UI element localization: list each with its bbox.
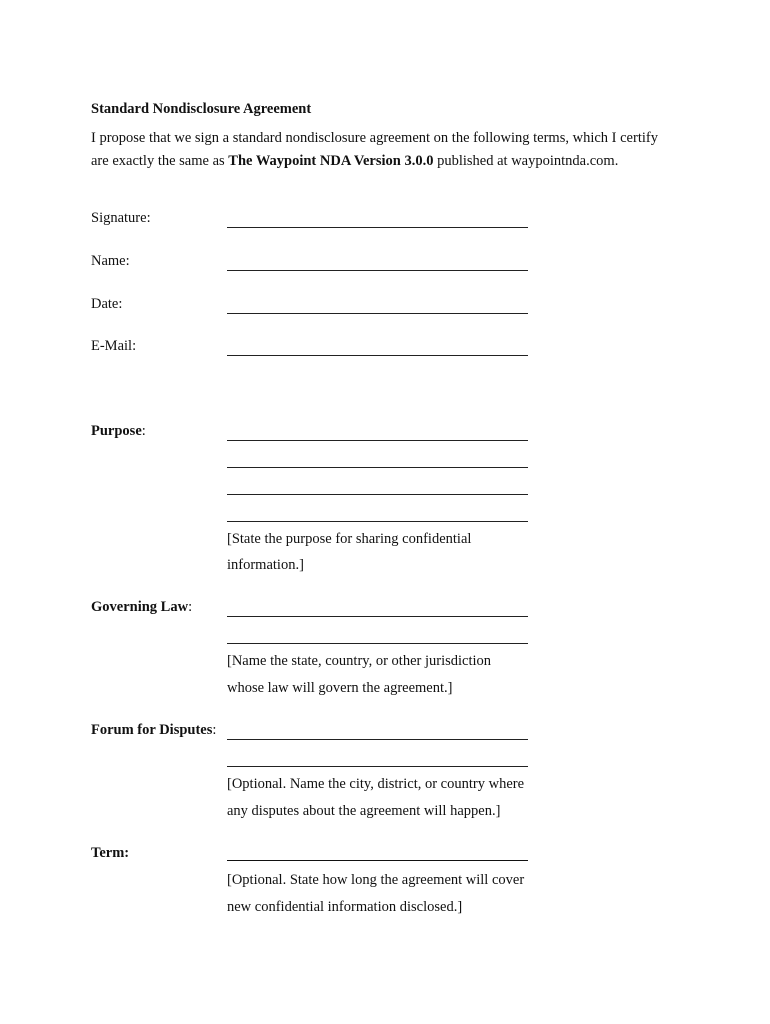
governing-law-label-text: Governing Law (91, 599, 189, 615)
purpose-hint-line-2: information.] (227, 557, 304, 573)
date-label: Date: (91, 296, 123, 312)
governing-law-label (91, 599, 192, 616)
name-field-line[interactable] (227, 270, 528, 271)
purpose-label (91, 423, 146, 440)
purpose-label-colon: : (141, 423, 146, 439)
purpose-field-line-4[interactable] (227, 521, 528, 522)
governing-law-hint-line-1: [Name the state, country, or other jurisdiction (227, 653, 492, 669)
forum-hint-line-2: any disputes about the agreement will happen.] (227, 803, 501, 819)
term-hint-line-2: new confidential information disclosed.] (227, 899, 463, 915)
term-label (91, 845, 129, 862)
term-label-text: Term: (91, 845, 130, 861)
signature-label: Signature: (91, 210, 151, 226)
intro-text-end: published at waypointnda.com. (433, 152, 619, 169)
governing-law-field-line-1[interactable] (227, 616, 528, 617)
purpose-field-line-3[interactable] (227, 494, 528, 495)
purpose-label-text: Purpose (91, 423, 142, 439)
signature-field-line[interactable] (227, 227, 528, 228)
intro-paragraph (91, 127, 661, 172)
term-field-line[interactable] (227, 860, 528, 861)
governing-law-field-line-2[interactable] (227, 643, 528, 644)
name-label: Name: (91, 253, 130, 269)
nda-version-name: The Waypoint NDA Version 3.0.0 (228, 152, 434, 169)
purpose-hint-line-1: [State the purpose for sharing confidential (227, 531, 472, 547)
forum-field-line-2[interactable] (227, 766, 528, 767)
forum-label (91, 722, 216, 739)
document-title: Standard Nondisclosure Agreement (91, 101, 312, 117)
forum-label-colon: : (212, 722, 217, 738)
date-field-line[interactable] (227, 313, 528, 314)
email-label: E-Mail: (91, 338, 137, 354)
forum-field-line-1[interactable] (227, 739, 528, 740)
purpose-field-line-1[interactable] (227, 440, 528, 441)
email-field-line[interactable] (227, 355, 528, 356)
term-hint-line-1: [Optional. State how long the agreement will cover (227, 872, 525, 888)
forum-hint-line-1: [Optional. Name the city, district, or country where (227, 776, 525, 792)
governing-law-hint-line-2: whose law will govern the agreement.] (227, 680, 453, 696)
governing-law-label-colon: : (188, 599, 193, 615)
forum-label-text: Forum for Disputes (91, 722, 213, 738)
intro-text-start: I propose that we sign a standard nondisclosure agreement on the following terms, which I certify are exactly the same as (91, 130, 658, 169)
purpose-field-line-2[interactable] (227, 467, 528, 468)
